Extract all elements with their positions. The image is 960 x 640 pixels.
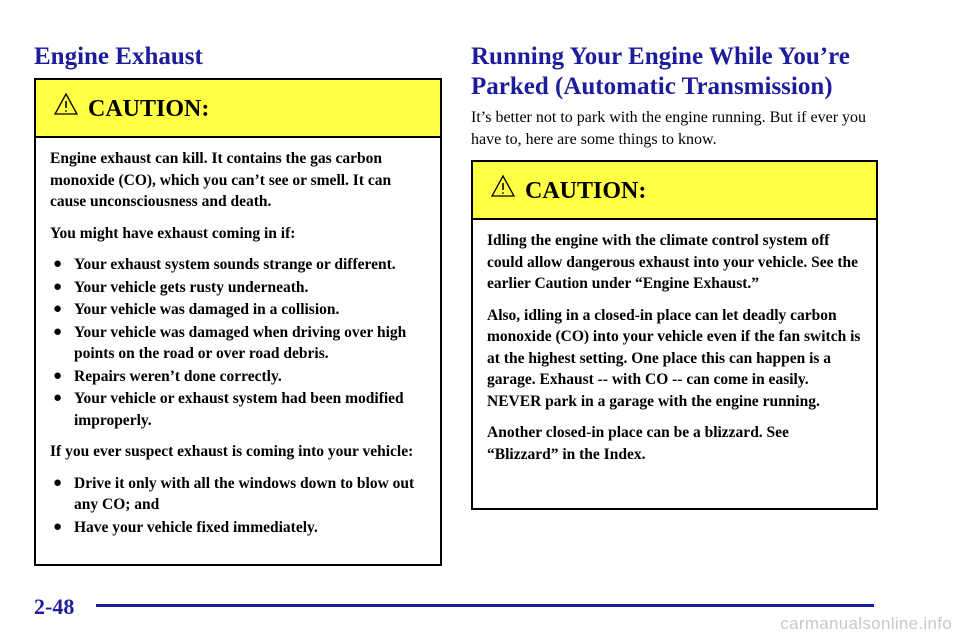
exhaust-signs-list [50,254,426,431]
section-title-engine-exhaust: Engine Exhaust [34,43,203,70]
bullet-dot-icon: ● [53,256,63,272]
caution-paragraph: If you ever suspect exhaust is coming into your vehicle: [50,443,414,460]
list-item: ● Your exhaust system sounds strange or different. [50,254,426,276]
intro-paragraph: It’s better not to park with the engine running. But if ever you have to, here are some things to know. [471,109,867,148]
bullet-dot-icon: ● [53,367,63,384]
page-number: 2-48 [34,594,75,619]
caution-body [36,138,440,538]
bullet-dot-icon: ● [53,278,63,295]
section-title-running-engine-parked: Running Your Engine While You’re Parked (Automatic Transmission) [471,43,850,100]
bullet-dot-icon: ● [53,518,63,535]
list-item: ● Your vehicle was damaged in a collision. [50,299,426,321]
list-item: ● Have your vehicle fixed immediately. [50,517,426,539]
caution-header [473,162,876,220]
exhaust-actions-list [50,473,426,539]
footer-rule [96,604,874,607]
bullet-dot-icon: ● [53,474,63,491]
caution-paragraph: Also, idling in a closed-in place can let deadly carbon monoxide (CO) into your vehicle even if the fan switch is at the highest setting. One place this can happen is a garage. Exhaust -- with CO -- can come in easily. NEVER park in a garage with the engine running. [487,306,861,410]
warning-triangle-icon [54,92,78,116]
caution-box-idling [471,160,878,510]
list-item: ● Your vehicle gets rusty underneath. [50,277,426,299]
caution-label: CAUTION: [88,96,210,122]
caution-paragraph: Idling the engine with the climate control system off could allow dangerous exhaust into your vehicle. See the earlier Caution under “Engine Exhaust.” [487,232,859,292]
bullet-dot-icon: ● [53,390,63,406]
caution-paragraph: You might have exhaust coming in if: [50,224,296,242]
bullet-dot-icon: ● [53,323,63,340]
list-item: ● Your vehicle or exhaust system had been modified improperly. [53,390,404,429]
caution-box-engine-exhaust [34,78,442,566]
caution-body [473,220,876,465]
warning-triangle-icon [491,174,515,198]
bullet-dot-icon: ● [53,301,63,317]
caution-label: CAUTION: [525,178,647,204]
list-item: ● Repairs weren’t done correctly. [50,366,426,388]
caution-paragraph: Another closed-in place can be a blizzard. See “Blizzard” in the Index. [487,424,789,463]
list-item: ● Your vehicle was damaged when driving over high points on the road or over road debris. [53,323,407,362]
caution-header [36,80,440,138]
list-item: ● Drive it only with all the windows down to blow out any CO; and [53,474,415,513]
caution-paragraph: Engine exhaust can kill. It contains the gas carbon monoxide (CO), which you can’t see or smell. It can cause unconsciousness and death. [50,150,392,210]
watermark: carmanualsonline.info [780,614,952,633]
